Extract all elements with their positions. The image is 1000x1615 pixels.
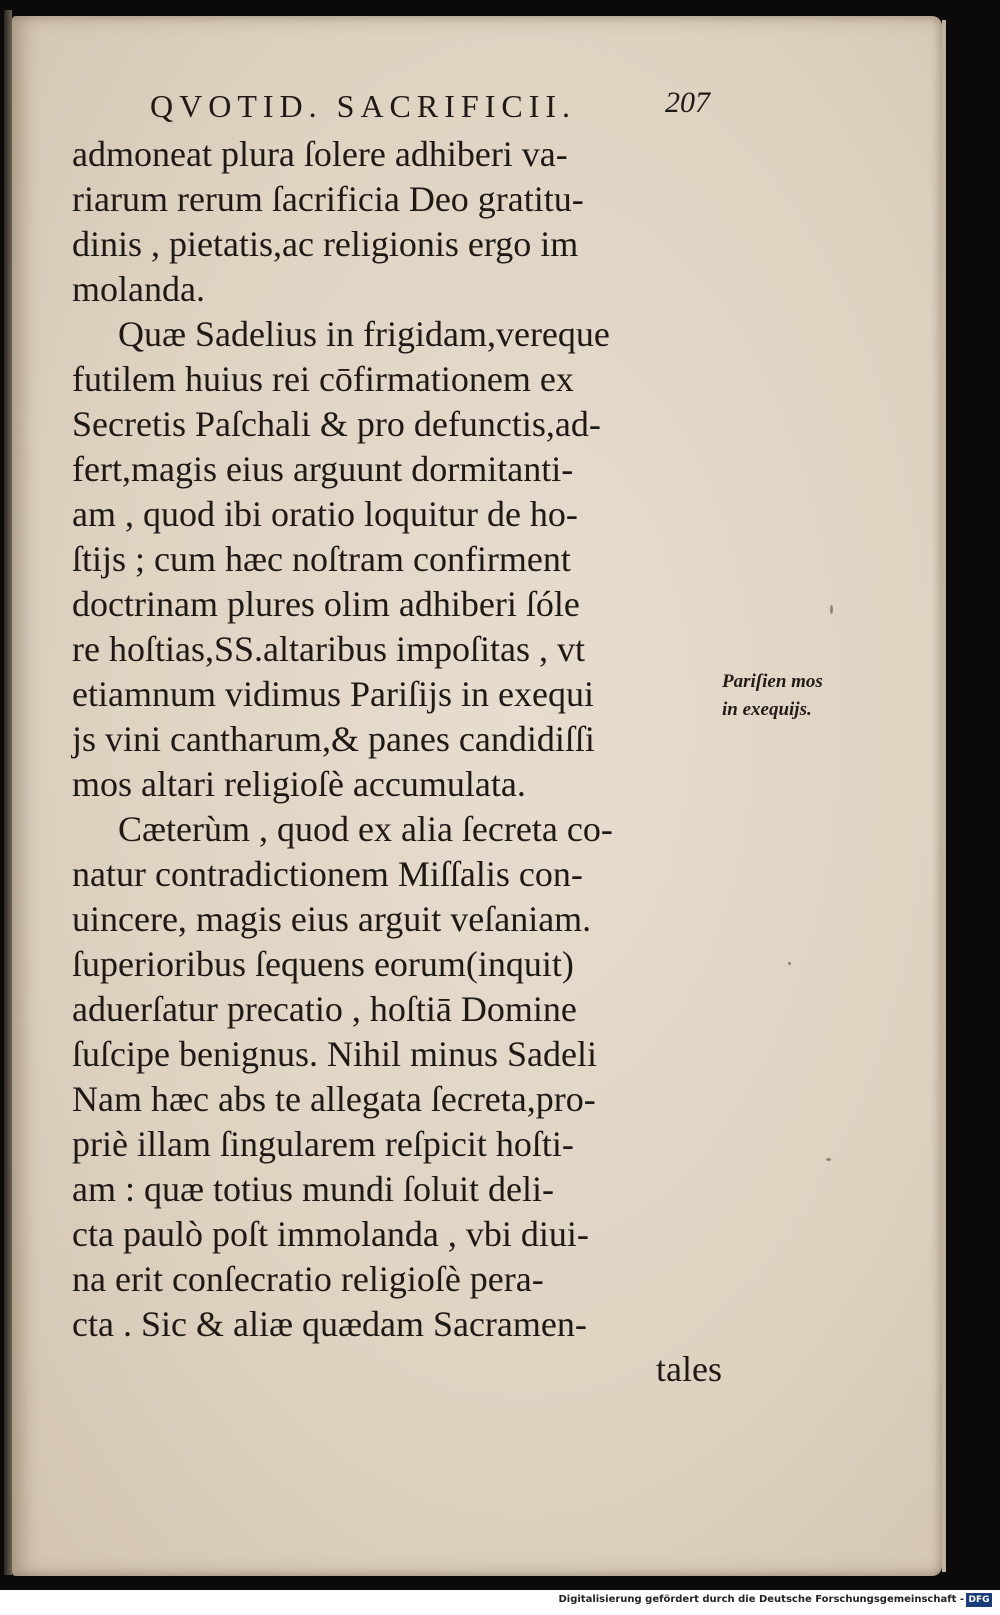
- text-line: cta paulò poſt immolanda , vbi diui-: [72, 1214, 589, 1254]
- text-line: doctrinam plures olim adhiberi ſóle: [72, 584, 580, 624]
- text-line: admoneat plura ſolere adhiberi va-: [72, 134, 568, 174]
- text-line: js vini cantharum,& panes candidiſſi: [72, 719, 595, 759]
- text-line: Nam hæc abs te allegata ſecreta,pro-: [72, 1079, 596, 1119]
- marginal-note-line: Pariſien mos: [722, 671, 823, 692]
- text-line: aduerſatur precatio , hoſtiā Domine: [72, 989, 577, 1029]
- text-line: Secretis Paſchali & pro defunctis,ad-: [72, 404, 601, 444]
- body-text: [72, 132, 722, 1392]
- catchword: tales: [656, 1349, 722, 1389]
- text-line: cta . Sic & aliæ quædam Sacramen-: [72, 1304, 587, 1344]
- dfg-logo: DFG: [966, 1593, 992, 1607]
- text-line: priè illam ſingularem reſpicit hoſti-: [72, 1124, 574, 1164]
- page-fore-edge: [942, 20, 946, 1572]
- text-line: natur contradictionem Miſſalis con-: [72, 854, 583, 894]
- text-line: molanda.: [72, 269, 205, 309]
- running-head: QVOTID. SACRIFICII.: [150, 88, 576, 124]
- book-spine-edge: [4, 10, 12, 1575]
- text-line: ſuperioribus ſequens eorum(inquit): [72, 944, 574, 984]
- text-line: re hoſtias,SS.altaribus impoſitas , vt: [72, 629, 585, 669]
- text-line: riarum rerum ſacrificia Deo gratitu-: [72, 179, 584, 219]
- text-line: etiamnum vidimus Pariſijs in exequi: [72, 674, 594, 714]
- text-line: fert,magis eius arguunt dormitanti-: [72, 449, 574, 489]
- text-line: ſtijs ; cum hæc noſtram confirment: [72, 539, 571, 579]
- ink-speck: [830, 605, 833, 614]
- text-line: am : quæ totius mundi ſoluit deli-: [72, 1169, 554, 1209]
- text-line: na erit conſecratio religioſè pera-: [72, 1259, 544, 1299]
- text-line: futilem huius rei cōfirmationem ex: [72, 359, 574, 399]
- text-line: am , quod ibi oratio loquitur de ho-: [72, 494, 578, 534]
- text-line: dinis , pietatis,ac religionis ergo im: [72, 224, 579, 264]
- marginal-note: [722, 668, 823, 724]
- text-line: ſuſcipe benignus. Nihil minus Sadeli: [72, 1034, 597, 1074]
- page-number: 207: [665, 86, 710, 119]
- text-line: uincere, magis eius arguit veſaniam.: [72, 899, 592, 939]
- ink-speck: [788, 962, 791, 965]
- paragraph-start-line: Quæ Sadelius in frigidam,vereque: [118, 314, 610, 354]
- text-line: mos altari religioſè accumulata.: [72, 764, 526, 804]
- paragraph-start-line: Cæterùm , quod ex alia ſecreta co-: [118, 809, 613, 849]
- ink-speck: [826, 1158, 831, 1161]
- digitization-credit: Digitalisierung gefördert durch die Deutsche Forschungsgemeinschaft -: [558, 1594, 964, 1605]
- marginal-note-line: in exequijs.: [722, 699, 812, 720]
- page-header: [150, 82, 710, 132]
